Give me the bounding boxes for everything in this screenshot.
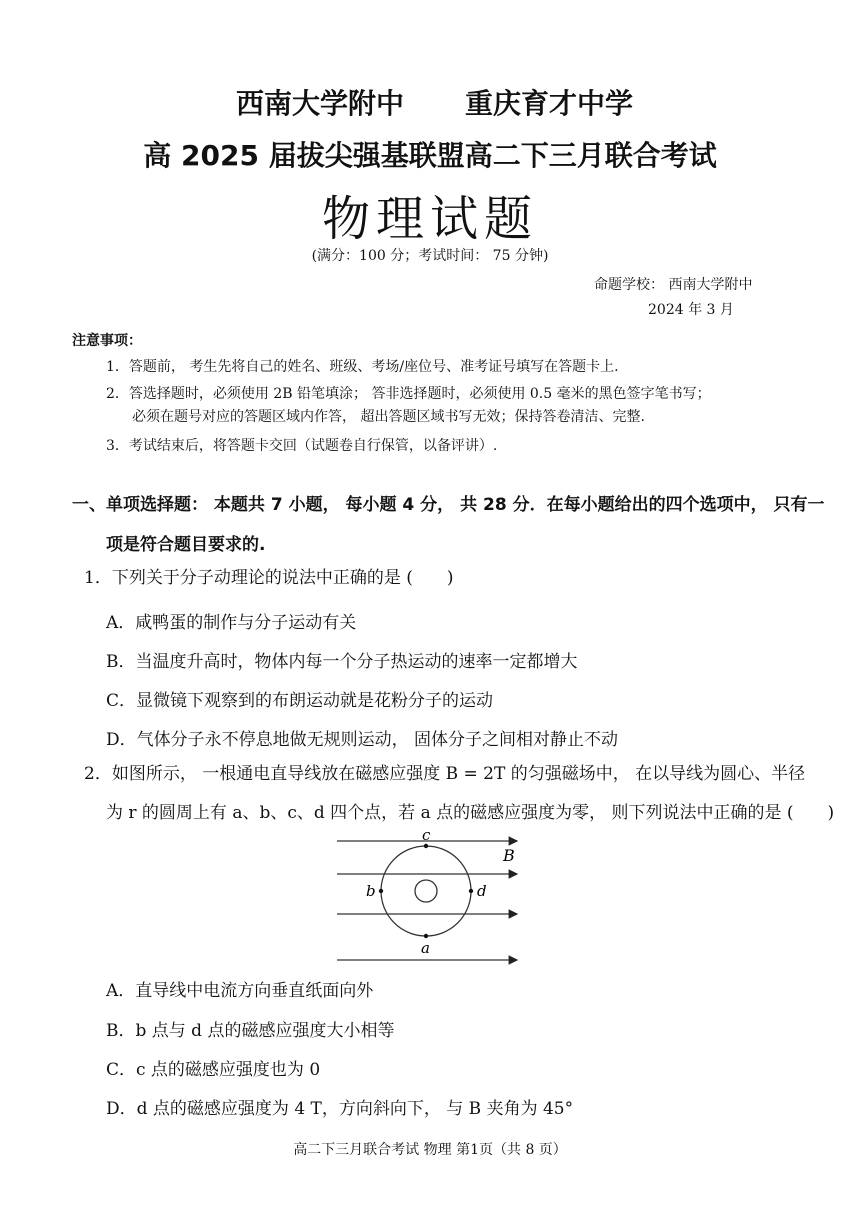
school-2: 重庆育才中学 (465, 87, 634, 120)
point-c-dot (424, 844, 428, 848)
notes-title: 注意事项： (72, 333, 142, 349)
q1-option-c: C．显微镜下观察到的布朗运动就是花粉分子的运动 (106, 691, 494, 711)
point-c-label: c (422, 826, 431, 844)
q2-option-c: C．c 点的磁感应强度也为 0 (106, 1060, 321, 1080)
note-item: 3．考试结束后，将答题卡交回（试题卷自行保管，以备评讲）. (106, 438, 498, 454)
q1-option-a: A．咸鸭蛋的制作与分子运动有关 (106, 613, 357, 633)
field-label-b: B (503, 846, 515, 865)
section-heading: 一、单项选择题： 本题共 7 小题， 每小题 4 分， 共 28 分．在每小题给出的四个选项中， 只有一 (72, 495, 825, 515)
setter-school: 命题学校： 西南大学附中 (594, 277, 753, 293)
question-2-stem-cont: 为 r 的圆周上有 a、b、c、d 四个点，若 a 点的磁感应强度为零， 则下列说法中正确的是 ( ) (106, 803, 835, 823)
q1-option-b: B．当温度升高时，物体内每一个分子热运动的速率一定都增大 (106, 652, 578, 672)
exam-info: (满分：100 分；考试时间： 75 分钟) (311, 248, 549, 264)
question-1-stem: 1．下列关于分子动理论的说法中正确的是 ( ) (84, 568, 454, 588)
exam-date: 2024 年 3 月 (648, 302, 734, 318)
q2-option-b: B．b 点与 d 点的磁感应强度大小相等 (106, 1021, 395, 1041)
point-b-label: b (366, 882, 376, 900)
school-1: 西南大学附中 (236, 87, 405, 120)
q2-option-a: A．直导线中电流方向垂直纸面向外 (106, 981, 374, 1001)
q2-option-d: D．d 点的磁感应强度为 4 T，方向斜向下， 与 B 夹角为 45° (106, 1099, 574, 1119)
exam-name: 高 2025 届拔尖强基联盟高二下三月联合考试 (143, 139, 717, 172)
note-item: 1．答题前， 考生先将自己的姓名、班级、考场/座位号、准考证号填写在答题卡上. (106, 359, 619, 375)
page-footer: 高二下三月联合考试 物理 第1页（共 8 页） (293, 1142, 567, 1158)
magnetic-field-figure (335, 826, 535, 966)
note-item: 必须在题号对应的答题区域内作答， 超出答题区域书写无效；保持答卷清洁、完整. (132, 409, 645, 425)
point-a-label: a (421, 939, 430, 957)
point-a-dot (424, 934, 428, 938)
point-d-dot (469, 889, 473, 893)
q1-option-d: D．气体分子永不停息地做无规则运动， 固体分子之间相对静止不动 (106, 730, 619, 750)
point-b-dot (379, 889, 383, 893)
subject-title: 物理试题 (321, 191, 538, 247)
note-item: 2．答选择题时，必须使用 2B 铅笔填涂； 答非选择题时，必须使用 0.5 毫米的黑色签字笔书写； (106, 386, 711, 402)
wire-cross-section (415, 880, 437, 902)
section-heading-cont: 项是符合题目要求的. (106, 535, 266, 555)
question-2-stem: 2．如图所示， 一根通电直导线放在磁感应强度 B = 2T 的匀强磁场中， 在以导线为圆心、半径 (84, 764, 806, 784)
point-d-label: d (477, 882, 487, 900)
